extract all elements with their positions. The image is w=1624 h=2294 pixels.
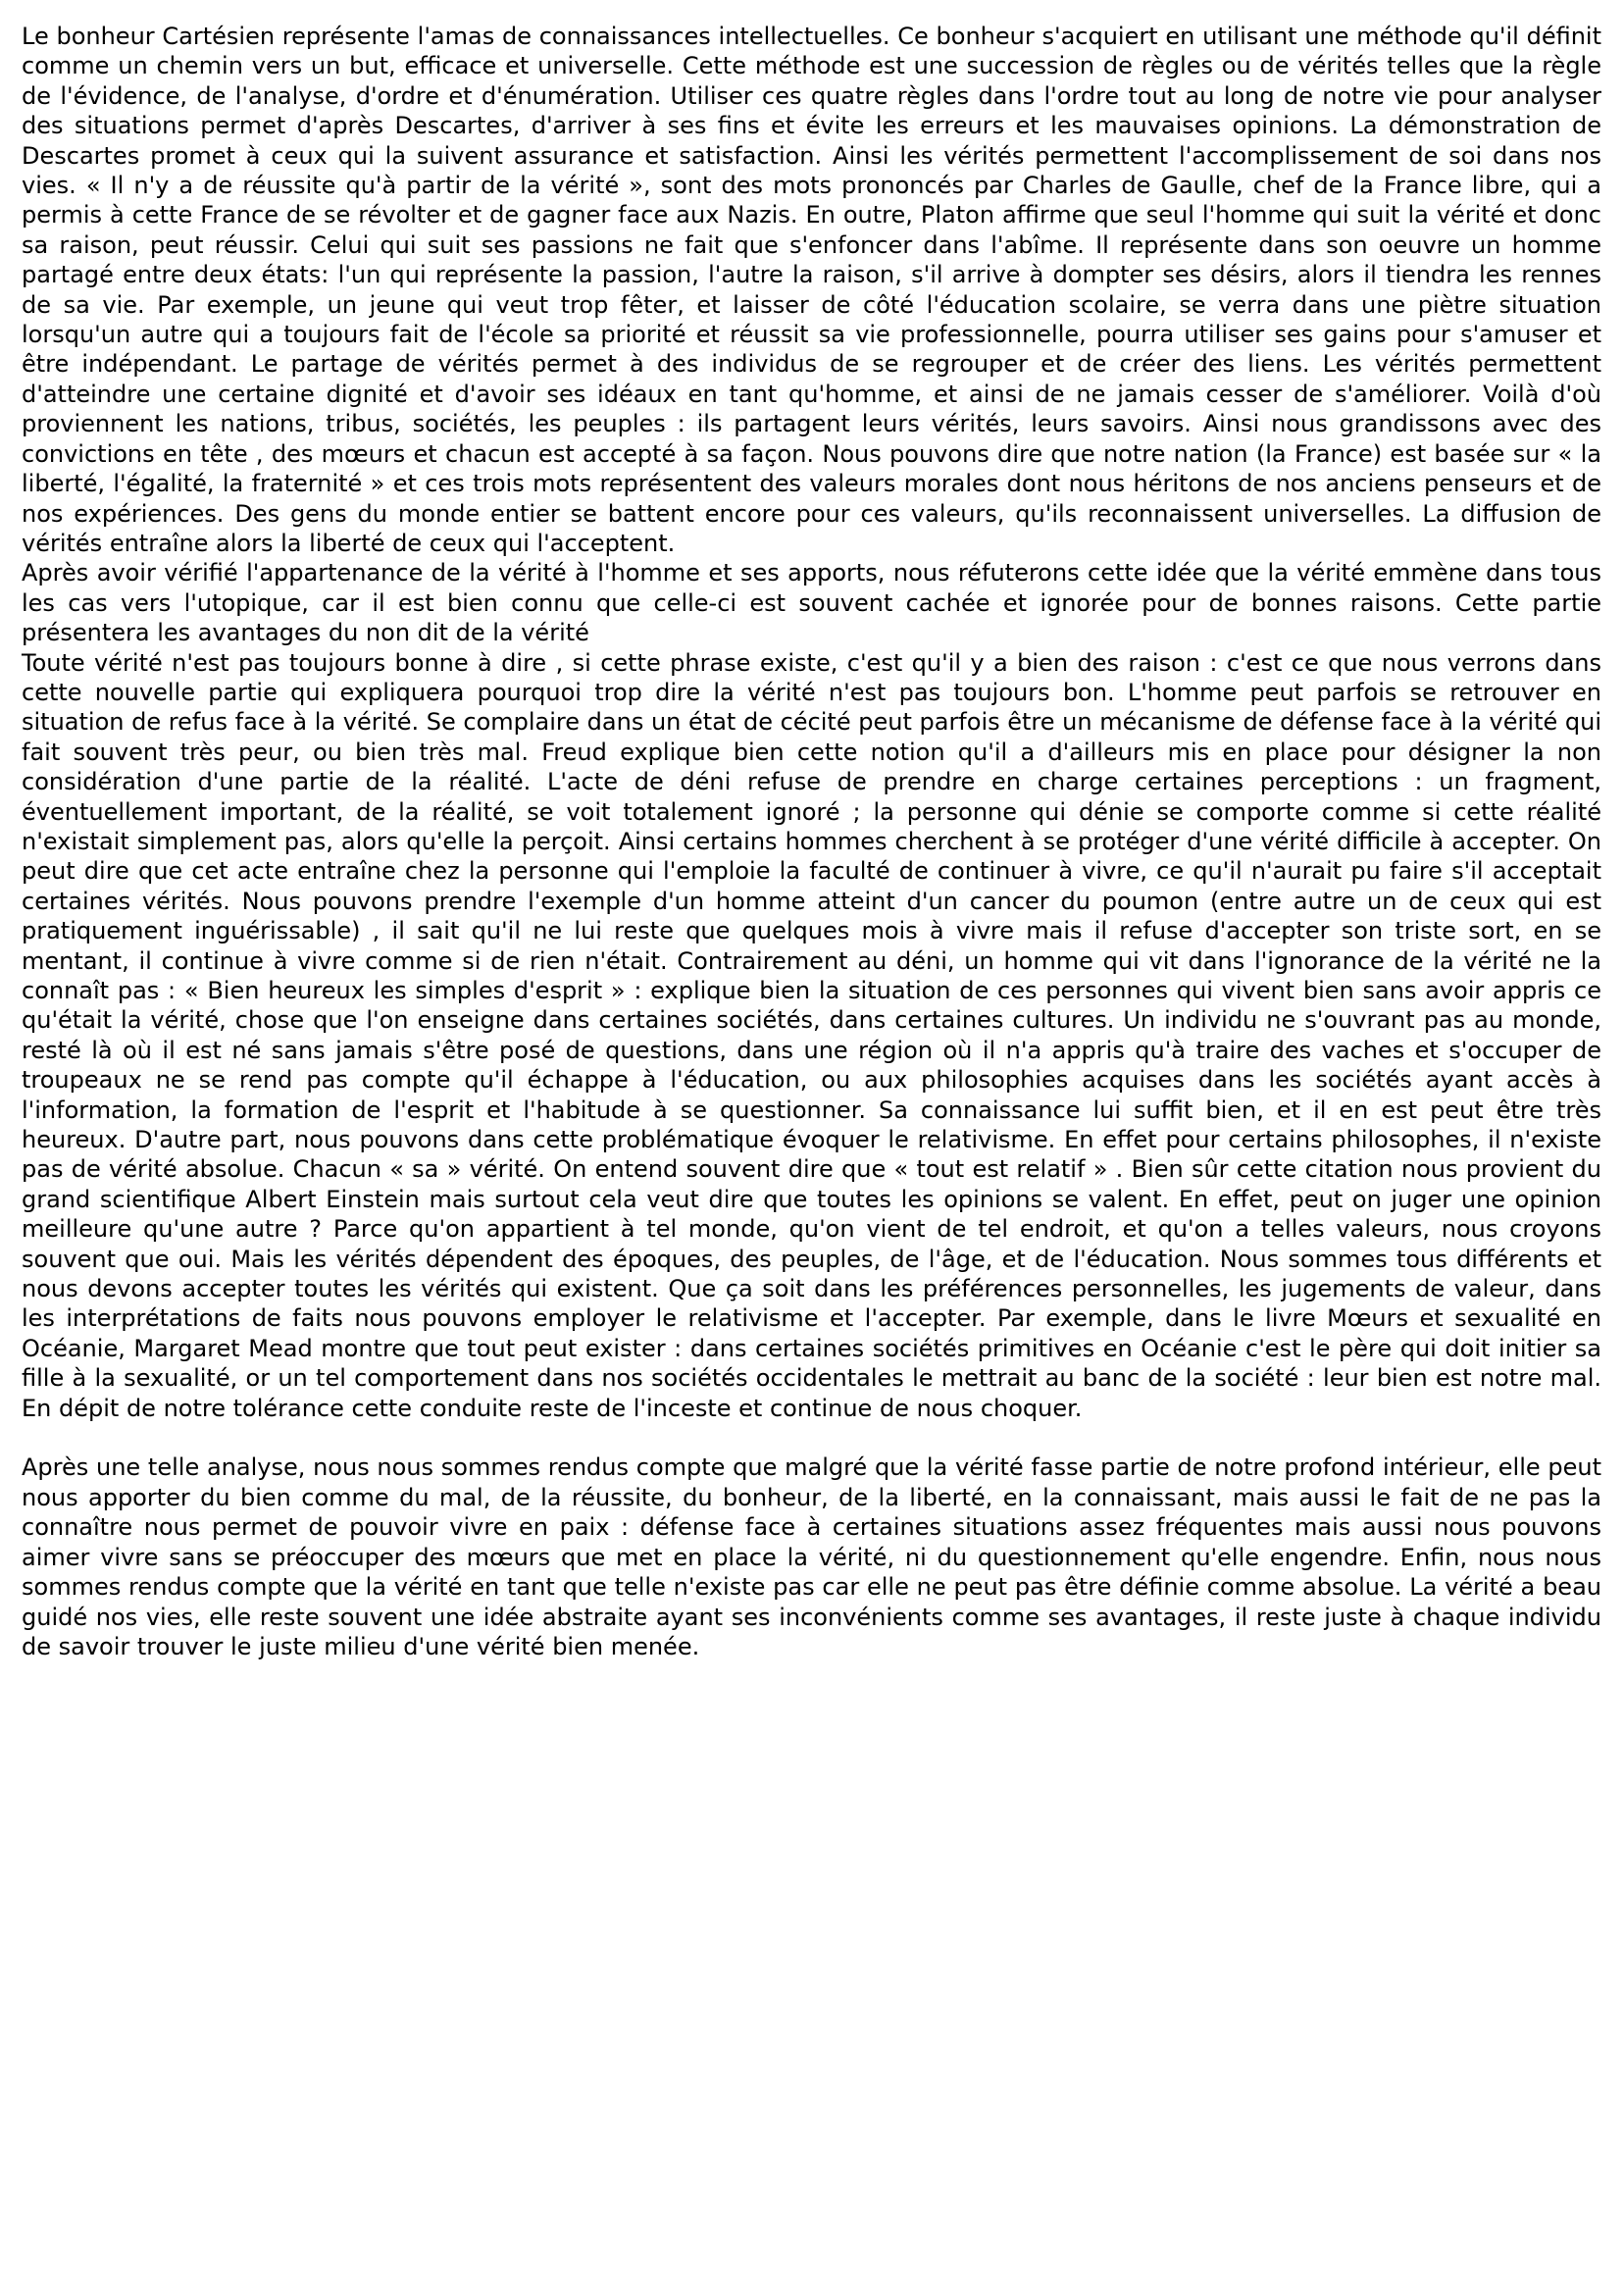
paragraph-transition: Après avoir vérifié l'appartenance de la vérité à l'homme et ses apports, nous réfuterons cette idée que la vérité emmène dans tous les cas vers l'utopique, car il est bien connu que celle-ci est souvent cachée et ignorée pour de bonnes raisons. Cette partie présentera les avantages du non dit de la vérité	[22, 559, 1601, 647]
paragraph-cartesian-happiness: Le bonheur Cartésien représente l'amas de connaissances intellectuelles. Ce bonheur s'acquiert en utilisant une méthode qu'il définit comme un chemin vers un but, efficace et universelle. Cette méthode est une succession de règles ou de vérités telles que la règle de l'évidence, de l'analyse, d'ordre et d'énumération. Utiliser ces quatre règles dans l'ordre tout au long de notre vie pour analyser des situations permet d'après Descartes, d'arriver à ses fins et évite les erreurs et les mauvaises opinions. La démonstration de Descartes promet à ceux qui la suivent assurance et satisfaction. Ainsi les vérités permettent l'accomplissement de soi dans nos vies. « Il n'y a de réussite qu'à partir de la vérité », sont des mots prononcés par Charles de Gaulle, chef de la France libre, qui a permis à cette France de se révolter et de gagner face aux Nazis. En outre, Platon affirme que seul l'homme qui suit la vérité et donc sa raison, peut réussir. Celui qui suit ses passions ne fait que s'enfoncer dans l'abîme. Il représente dans son oeuvre un homme partagé entre deux états: l'un qui représente la passion, l'autre la raison, s'il arrive à dompter ses désirs, alors il tiendra les rennes de sa vie. Par exemple, un jeune qui veut trop fêter, et laisser de côté l'éducation scolaire, se verra dans une piètre situation lorsqu'un autre qui a toujours fait de l'école sa priorité et réussit sa vie professionnelle, pourra utiliser ses gains pour s'amuser et être indépendant. Le partage de vérités permet à des individus de se regrouper et de créer des liens. Les vérités permettent d'atteindre une certaine dignité et d'avoir ses idéaux en tant qu'homme, et ainsi de ne jamais cesser de s'améliorer. Voilà d'où proviennent les nations, tribus, sociétés, les peuples : ils partagent leurs vérités, leurs savoirs. Ainsi nous grandissons avec des convictions en tête , des mœurs et chacun est accepté à sa façon. Nous pouvons dire que notre nation (la France) est basée sur « la liberté, l'égalité, la fraternité » et ces trois mots représentent des valeurs morales dont nous héritons de nos anciens penseurs et de nos expériences. Des gens du monde entier se battent encore pour ces valeurs, qu'ils reconnaissent universelles. La diffusion de vérités entraîne alors la liberté de ceux qui l'acceptent.	[22, 23, 1601, 557]
paragraph-spacer	[22, 1423, 1601, 1453]
document-page	[22, 22, 1601, 1661]
paragraph-truth-denial: Toute vérité n'est pas toujours bonne à dire , si cette phrase existe, c'est qu'il y a bien des raison : c'est ce que nous verrons dans cette nouvelle partie qui expliquera pourquoi trop dire la vérité n'est pas toujours bon. L'homme peut parfois se retrouver en situation de refus face à la vérité. Se complaire dans un état de cécité peut parfois être un mécanisme de défense face à la vérité qui fait souvent très peur, ou bien très mal. Freud explique bien cette notion qu'il a d'ailleurs mis en place pour désigner la non considération d'une partie de la réalité. L'acte de déni refuse de prendre en charge certaines perceptions : un fragment, éventuellement important, de la réalité, se voit totalement ignoré ; la personne qui dénie se comporte comme si cette réalité n'existait simplement pas, alors qu'elle la perçoit. Ainsi certains hommes cherchent à se protéger d'une vérité difficile à accepter. On peut dire que cet acte entraîne chez la personne qui l'emploie la faculté de continuer à vivre, ce qu'il n'aurait pu faire s'il acceptait certaines vérités. Nous pouvons prendre l'exemple d'un homme atteint d'un cancer du poumon (entre autre un de ceux qui est pratiquement inguérissable) , il sait qu'il ne lui reste que quelques mois à vivre mais il refuse d'accepter son triste sort, en se mentant, il continue à vivre comme si de rien n'était. Contrairement au déni, un homme qui vit dans l'ignorance de la vérité ne la connaît pas : « Bien heureux les simples d'esprit » : explique bien la situation de ces personnes qui vivent bien sans avoir appris ce qu'était la vérité, chose que l'on enseigne dans certaines sociétés, dans certaines cultures. Un individu ne s'ouvrant pas au monde, resté là où il est né sans jamais s'être posé de questions, dans une région où il n'a appris qu'à traire des vaches et s'occuper de troupeaux ne se rend pas compte qu'il échappe à l'éducation, ou aux philosophies acquises dans les sociétés ayant accès à l'information, la formation de l'esprit et l'habitude à se questionner. Sa connaissance lui suffit bien, et il en est peut être très heureux. D'autre part, nous pouvons dans cette problématique évoquer le relativisme. En effet pour certains philosophes, il n'existe pas de vérité absolue. Chacun « sa » vérité. On entend souvent dire que « tout est relatif » . Bien sûr cette citation nous provient du grand scientifique Albert Einstein mais surtout cela veut dire que toutes les opinions se valent. En effet, peut on juger une opinion meilleure qu'une autre ? Parce qu'on appartient à tel monde, qu'on vient de tel endroit, et qu'on a telles valeurs, nous croyons souvent que oui. Mais les vérités dépendent des époques, des peuples, de l'âge, et de l'éducation. Nous sommes tous différents et nous devons accepter toutes les vérités qui existent. Que ça soit dans les préférences personnelles, les jugements de valeur, dans les interprétations de faits nous pouvons employer le relativisme et l'accepter. Par exemple, dans le livre Mœurs et sexualité en Océanie, Margaret Mead montre que tout peut exister : dans certaines sociétés primitives en Océanie c'est le père qui doit initier sa fille à la sexualité, or un tel comportement dans nos sociétés occidentales le mettrait au banc de la société : leur bien est notre mal. En dépit de notre tolérance cette conduite reste de l'inceste et continue de nous choquer.	[22, 648, 1601, 1422]
paragraph-conclusion: Après une telle analyse, nous nous sommes rendus compte que malgré que la vérité fasse partie de notre profond intérieur, elle peut nous apporter du bien comme du mal, de la réussite, du bonheur, de la liberté, en la connaissant, mais aussi le fait de ne pas la connaître nous permet de pouvoir vivre en paix : défense face à certaines situations assez fréquentes mais aussi nous pouvons aimer vivre sans se préoccuper des mœurs que met en place la vérité, ni du questionnement qu'elle engendre. Enfin, nous nous sommes rendus compte que la vérité en tant que telle n'existe pas car elle ne peut pas être définie comme absolue. La vérité a beau guidé nos vies, elle reste souvent une idée abstraite ayant ses inconvénients comme ses avantages, il reste juste à chaque individu de savoir trouver le juste milieu d'une vérité bien menée.	[22, 1453, 1601, 1660]
